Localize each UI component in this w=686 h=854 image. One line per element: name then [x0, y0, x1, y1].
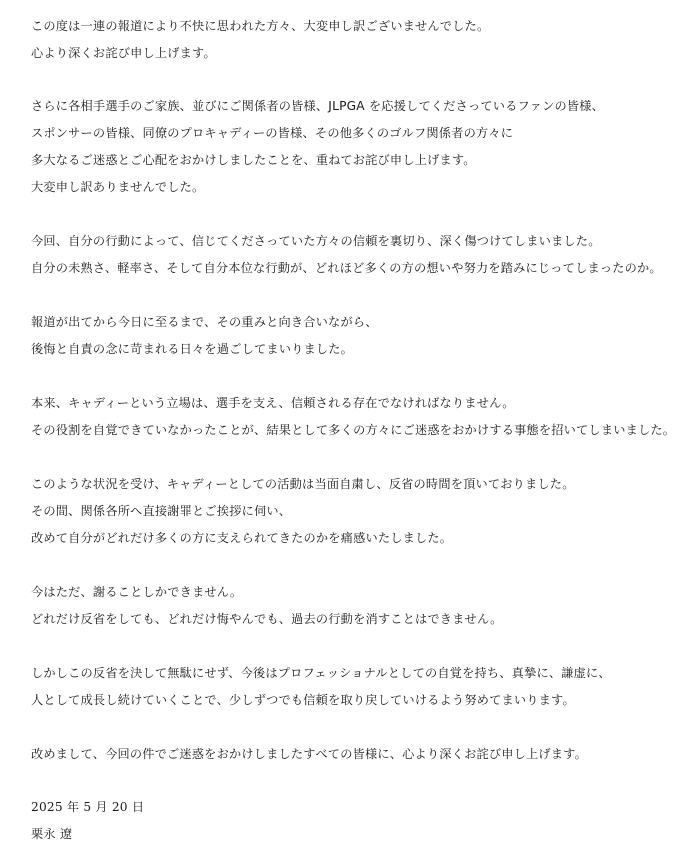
- letter-line: 大変申し訳ありませんでした。: [31, 180, 205, 194]
- letter-line: その役割を自覚できていなかったことが、結果として多くの方々にご迷惑をおかけする事態を招いてしまいました。: [31, 423, 676, 437]
- letter-line: このような状況を受け、キャディーとしての活動は当面自粛し、反省の時間を頂いておりました。: [31, 477, 575, 491]
- letter-line: この度は一連の報道により不快に思われた方々、大変申し訳ございませんでした。: [31, 19, 490, 33]
- letter-line: しかしこの反省を決して無駄にせず、今後はプロフェッショナルとしての自覚を持ち、真摯に、謙虚に、: [31, 666, 611, 680]
- letter-line: 多大なるご迷惑とご心配をおかけしましたことを、重ねてお詫び申し上げます。: [31, 153, 476, 167]
- letter-line: スポンサーの皆様、同僚のプロキャディーの皆様、その他多くのゴルフ関係者の方々に: [31, 126, 514, 140]
- letter-line: その間、関係各所へ直接謝罪とご挨拶に伺い、: [31, 504, 292, 518]
- letter-line: 今はただ、謝ることしかできません。: [31, 585, 243, 599]
- letter-line: 本来、キャディーという立場は、選手を支え、信頼される存在でなければなりません。: [31, 396, 515, 410]
- letter-line: 自分の未熟さ、軽率さ、そして自分本位な行動が、どれほど多くの方の想いや努力を踏みにじってしまったのか。: [31, 261, 662, 275]
- letter-line: 後悔と自責の念に苛まれる日々を過ごしてまいりました。: [31, 342, 354, 356]
- letter-line: さらに各相手選手のご家族、並びにご関係者の皆様、JLPGA を応援してくださっているファンの皆様、: [31, 99, 605, 113]
- letter-line: 報道が出てから今日に至るまで、その重みと向き合いながら、: [31, 315, 378, 329]
- letter-line: 心より深くお詫び申し上げます。: [31, 46, 216, 60]
- letter-signature: 栗永 遼: [31, 827, 73, 841]
- letter-date: 2025 年 5 月 20 日: [31, 800, 145, 814]
- letter-line: 改めて自分がどれだけ多くの方に支えられてきたのかを痛感いたしました。: [31, 531, 453, 545]
- letter-line: どれだけ反省をしても、どれだけ悔やんでも、過去の行動を消すことはできません。: [31, 612, 503, 626]
- letter-line: 改めまして、今回の件でご迷惑をおかけしましたすべての皆様に、心より深くお詫び申し上げます。: [31, 747, 587, 761]
- letter-line: 今回、自分の行動によって、信じてくださっていた方々の信頼を裏切り、深く傷つけてしまいました。: [31, 234, 601, 248]
- letter-line: 人として成長し続けていくことで、少しずつでも信頼を取り戻していけるよう努めてまいります。: [31, 693, 575, 707]
